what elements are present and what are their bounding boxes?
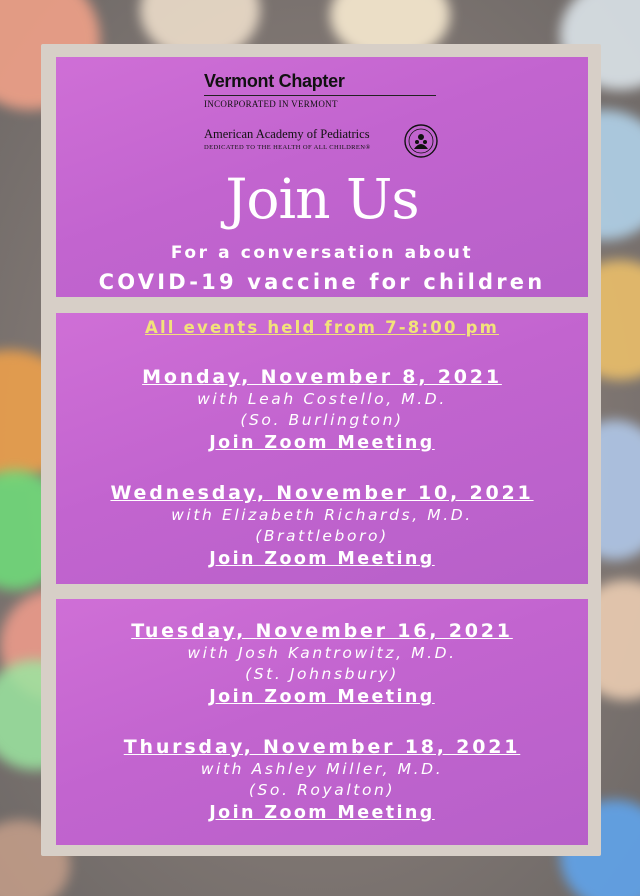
aap-seal-icon [404, 124, 438, 158]
header-panel [56, 57, 588, 297]
event-date: Tuesday, November 16, 2021 [131, 620, 513, 642]
event-item [56, 735, 588, 826]
event-date: Monday, November 8, 2021 [142, 366, 502, 388]
join-us-title: Join Us [225, 167, 419, 231]
schedule-note: All events held from 7-8:00 pm [144, 318, 500, 337]
join-zoom-link[interactable]: Join Zoom Meeting [209, 803, 435, 823]
event-location: (So. Burlington) [240, 411, 404, 429]
aap-vermont-logo [204, 71, 444, 151]
join-zoom-link[interactable]: Join Zoom Meeting [209, 687, 435, 707]
event-location: (So. Royalton) [248, 781, 396, 799]
join-zoom-link[interactable]: Join Zoom Meeting [209, 549, 435, 569]
event-item [56, 365, 588, 456]
event-item [56, 481, 588, 572]
event-speaker: with Elizabeth Richards, M.D. [171, 506, 473, 524]
subtitle-line-1: For a conversation about [170, 243, 474, 263]
event-speaker: with Leah Costello, M.D. [197, 390, 447, 408]
join-zoom-link[interactable]: Join Zoom Meeting [209, 433, 435, 453]
events-panel-2 [56, 599, 588, 845]
events-panel-1 [56, 313, 588, 584]
logo-rule [204, 95, 436, 96]
event-item [56, 619, 588, 710]
logo-incorporated: INCORPORATED IN VERMONT [204, 99, 338, 109]
event-location: (St. Johnsbury) [245, 665, 399, 683]
event-location: (Brattleboro) [255, 527, 389, 545]
logo-tagline: DEDICATED TO THE HEALTH OF ALL CHILDREN® [204, 144, 371, 151]
event-speaker: with Ashley Miller, M.D. [200, 760, 444, 778]
event-date: Wednesday, November 10, 2021 [110, 482, 534, 504]
logo-org-name: American Academy of Pediatrics [204, 127, 370, 141]
logo-chapter-name: Vermont Chapter [204, 71, 345, 91]
subtitle-line-2: COVID-19 vaccine for children [98, 270, 546, 294]
event-date: Thursday, November 18, 2021 [123, 736, 521, 758]
event-speaker: with Josh Kantrowitz, M.D. [187, 644, 457, 662]
